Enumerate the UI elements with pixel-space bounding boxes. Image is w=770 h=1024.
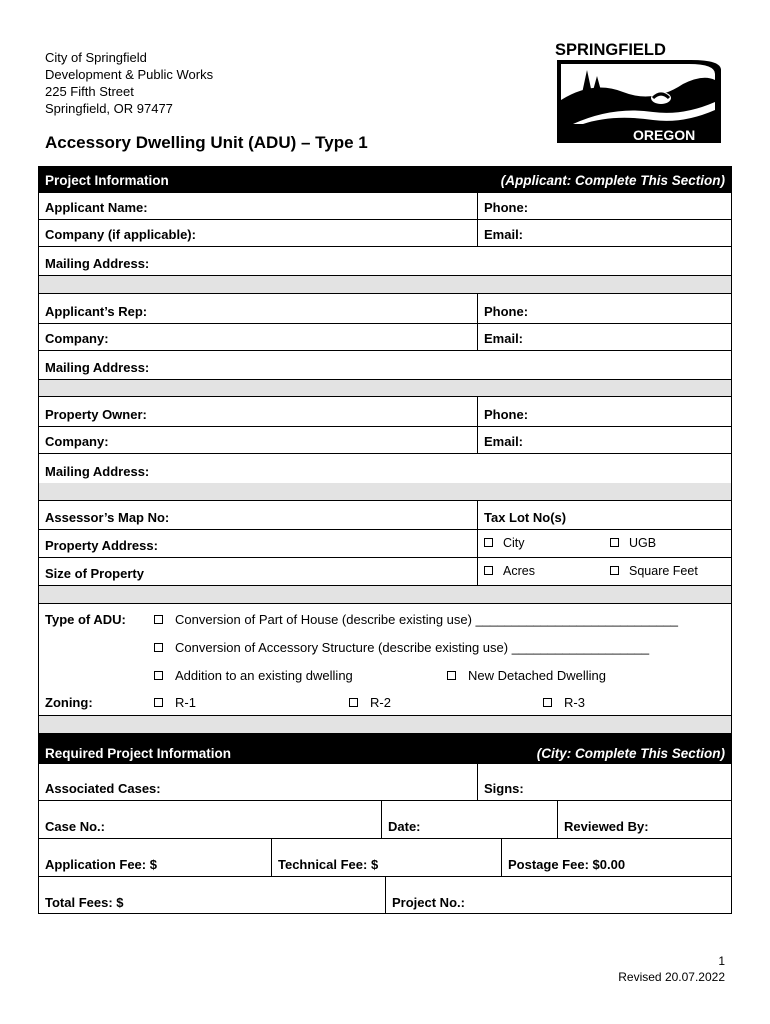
case-row xyxy=(39,801,731,839)
springfield-logo xyxy=(553,40,725,143)
map-no-row xyxy=(39,501,731,529)
total-fees-field[interactable]: Total Fees: $ xyxy=(45,895,124,910)
owner-name-field[interactable]: Property Owner: xyxy=(45,407,147,422)
applicant-mailing-row[interactable] xyxy=(39,247,731,276)
city-checkbox[interactable]: City xyxy=(484,536,525,550)
applicant-name-field[interactable]: Applicant Name: xyxy=(45,200,148,215)
spacer-row xyxy=(39,483,731,501)
section-note: (Applicant: Complete This Section) xyxy=(500,173,725,188)
associated-cases-row xyxy=(39,764,731,801)
owner-company-row xyxy=(39,427,731,454)
spacer-row xyxy=(39,276,731,294)
section-header-required-project-information xyxy=(39,734,731,764)
rep-company-row xyxy=(39,324,731,351)
form-title: Accessory Dwelling Unit (ADU) – Type 1 xyxy=(45,133,368,152)
section-title: Project Information xyxy=(45,173,169,188)
address-line: Development & Public Works xyxy=(45,67,214,82)
size-row xyxy=(39,558,731,586)
owner-mailing-row[interactable] xyxy=(39,454,731,483)
zoning-r1-option[interactable]: R-1 xyxy=(154,695,196,710)
assessor-map-no-field[interactable]: Assessor’s Map No: xyxy=(45,510,170,525)
postage-fee-field[interactable]: Postage Fee: $0.00 xyxy=(501,839,731,876)
applicant-phone-field[interactable]: Phone: xyxy=(477,193,731,219)
signs-field[interactable]: Signs: xyxy=(477,764,731,800)
mailing-address-label: Mailing Address: xyxy=(45,360,150,375)
conversion-accessory-structure-option[interactable]: Conversion of Accessory Structure (describe existing use) ___________________ xyxy=(154,640,649,655)
page-number: 1 xyxy=(718,954,725,968)
applicant-company-field[interactable]: Company (if applicable): xyxy=(45,227,196,242)
adu-type-section xyxy=(39,604,731,716)
section-header-project-information xyxy=(39,167,731,193)
spacer-row xyxy=(39,380,731,397)
rep-phone-field[interactable]: Phone: xyxy=(477,294,731,323)
technical-fee-field[interactable]: Technical Fee: $ xyxy=(271,839,501,876)
acres-checkbox[interactable]: Acres xyxy=(484,564,535,578)
applicant-email-field[interactable]: Email: xyxy=(477,220,731,246)
revision-date: Revised 20.07.2022 xyxy=(618,970,725,984)
applicant-name-row xyxy=(39,193,731,220)
spacer-row xyxy=(39,586,731,604)
owner-phone-field[interactable]: Phone: xyxy=(477,397,731,426)
addition-existing-dwelling-option[interactable]: Addition to an existing dwelling xyxy=(154,668,353,683)
conversion-part-of-house-option[interactable]: Conversion of Part of House (describe existing use) ____________________________ xyxy=(154,612,678,627)
zoning-r3-option[interactable]: R-3 xyxy=(543,695,585,710)
address-line: Springfield, OR 97477 xyxy=(45,101,173,116)
square-feet-checkbox[interactable]: Square Feet xyxy=(610,564,698,578)
adu-application-form xyxy=(38,166,732,914)
ugb-checkbox[interactable]: UGB xyxy=(610,536,656,550)
totals-row xyxy=(39,877,731,914)
rep-mailing-row[interactable] xyxy=(39,351,731,380)
mailing-address-label: Mailing Address: xyxy=(45,464,150,479)
associated-cases-field[interactable]: Associated Cases: xyxy=(45,781,161,796)
address-line: City of Springfield xyxy=(45,50,147,65)
property-address-row xyxy=(39,529,731,558)
mailing-address-label: Mailing Address: xyxy=(45,256,150,271)
section-title: Required Project Information xyxy=(45,746,232,761)
svg-text:SPRINGFIELD: SPRINGFIELD xyxy=(555,41,666,59)
case-no-field[interactable]: Case No.: xyxy=(45,819,105,834)
owner-company-field[interactable]: Company: xyxy=(45,434,109,449)
owner-email-field[interactable]: Email: xyxy=(477,427,731,453)
owner-name-row xyxy=(39,397,731,427)
section-note: (City: Complete This Section) xyxy=(536,746,725,761)
reviewed-by-field[interactable]: Reviewed By: xyxy=(557,801,731,838)
rep-name-field[interactable]: Applicant’s Rep: xyxy=(45,304,148,319)
address-line: 225 Fifth Street xyxy=(45,84,134,99)
zoning-label: Zoning: xyxy=(45,695,93,710)
date-field[interactable]: Date: xyxy=(381,801,557,838)
svg-text:OREGON: OREGON xyxy=(633,127,696,143)
acres-sqft-options xyxy=(477,558,731,585)
property-address-field[interactable]: Property Address: xyxy=(45,538,158,553)
application-fee-field[interactable]: Application Fee: $ xyxy=(45,857,157,872)
city-ugb-options xyxy=(477,530,731,557)
rep-email-field[interactable]: Email: xyxy=(477,324,731,350)
tax-lot-field[interactable]: Tax Lot No(s) xyxy=(477,501,731,529)
type-of-adu-label: Type of ADU: xyxy=(45,612,126,627)
new-detached-dwelling-option[interactable]: New Detached Dwelling xyxy=(447,668,606,683)
spacer-row xyxy=(39,716,731,734)
zoning-r2-option[interactable]: R-2 xyxy=(349,695,391,710)
project-no-field[interactable]: Project No.: xyxy=(385,877,731,914)
fees-row xyxy=(39,839,731,877)
rep-name-row xyxy=(39,294,731,324)
applicant-company-row xyxy=(39,220,731,247)
size-of-property-field[interactable]: Size of Property xyxy=(45,566,144,581)
city-address xyxy=(45,49,213,117)
rep-company-field[interactable]: Company: xyxy=(45,331,109,346)
